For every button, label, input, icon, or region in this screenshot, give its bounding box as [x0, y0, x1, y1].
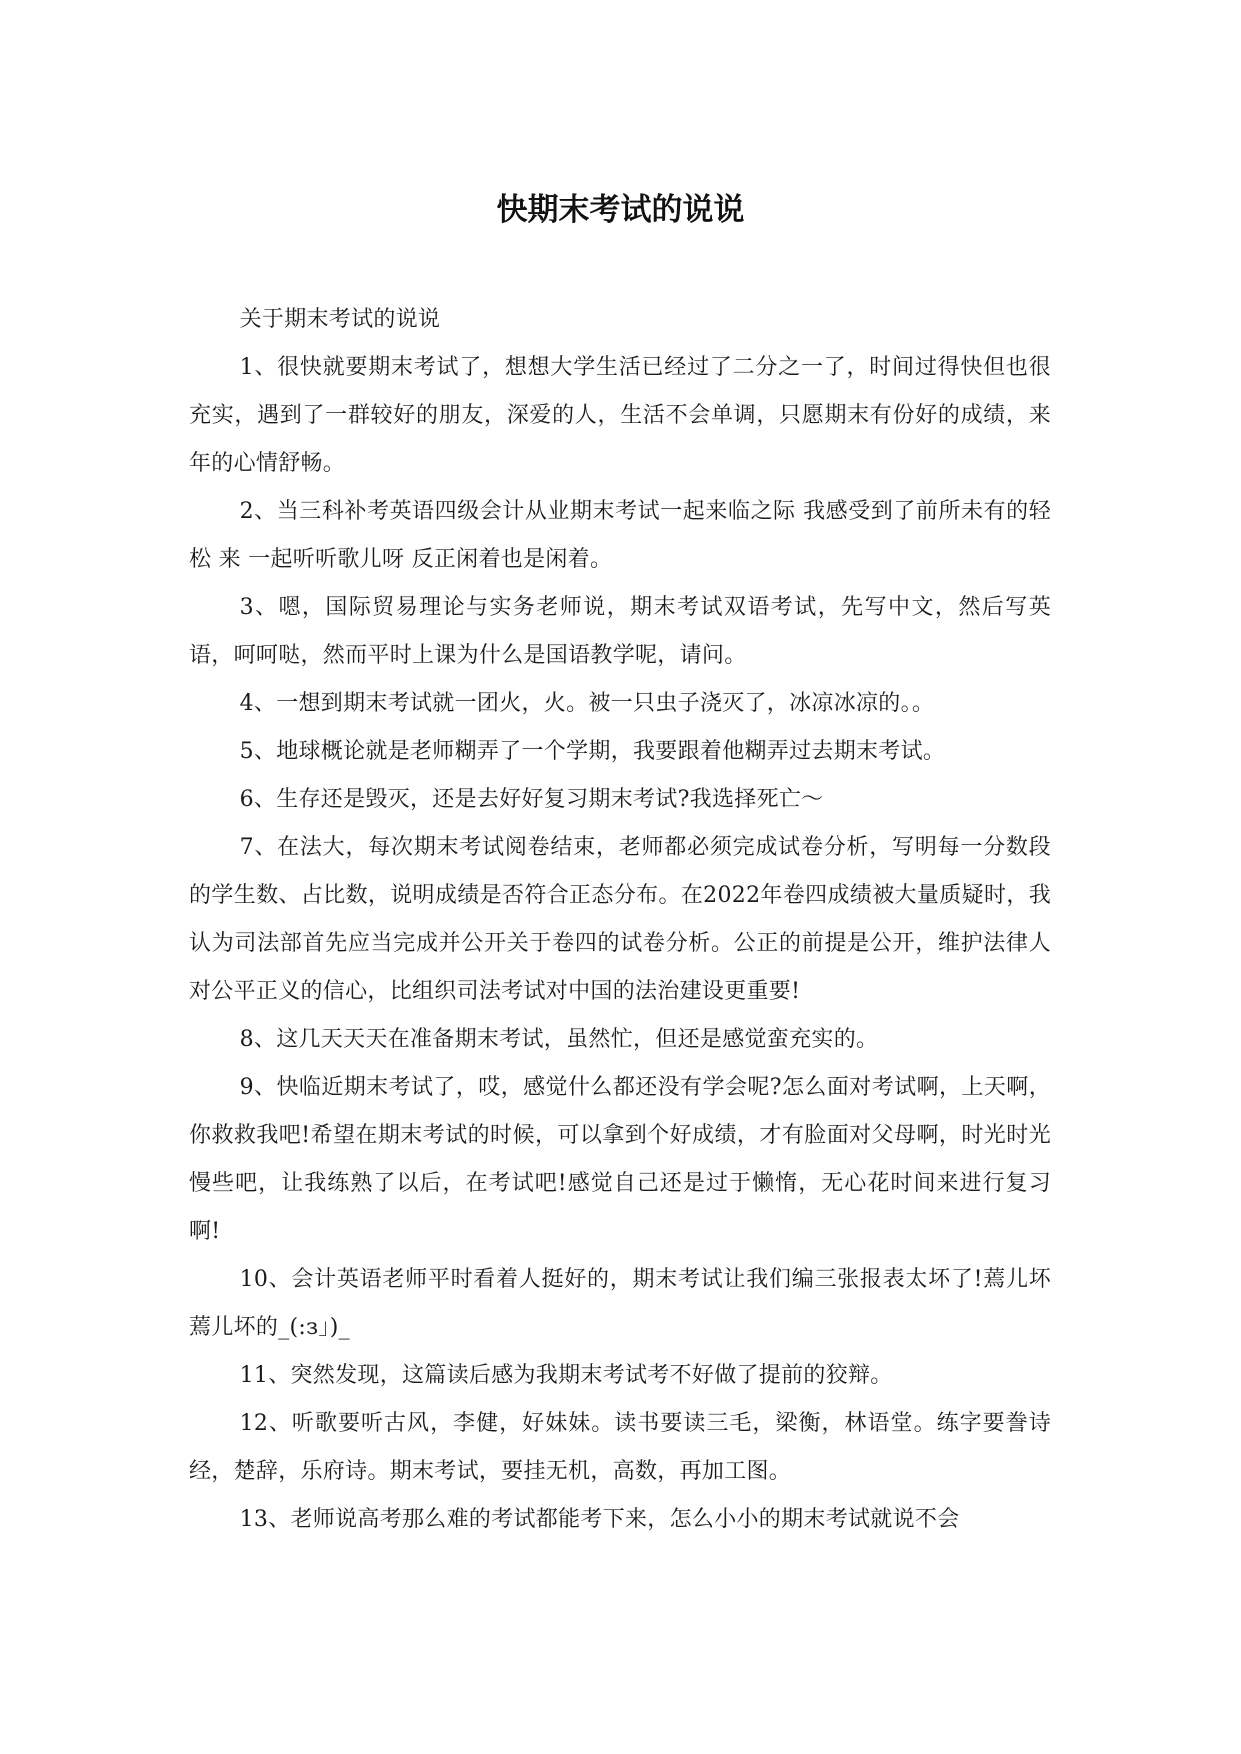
paragraph-item-6: 6、生存还是毁灭，还是去好好复习期末考试?我选择死亡～ — [239, 787, 824, 812]
paragraph-item-2: 2、当三科补考英语四级会计从业期末考试一起来临之际 我感受到了前所未有的轻松 来 一起听听歌儿呀 反正闲着也是闲着。 — [189, 499, 1051, 572]
paragraph-item-3: 3、嗯，国际贸易理论与实务老师说，期末考试双语考试，先写中文，然后写英语，呵呵哒，然而平时上课为什么是国语教学呢，请问。 — [189, 595, 1051, 668]
paragraph-item-1: 1、很快就要期末考试了，想想大学生活已经过了二分之一了，时间过得快但也很充实，遇到了一群较好的朋友，深爱的人，生活不会单调，只愿期末有份好的成绩，来年的心情舒畅。 — [189, 355, 1051, 476]
paragraph-item-10: 10、会计英语老师平时看着人挺好的，期末考试让我们编三张报表太坏了!蔫儿坏蔫儿坏的_(:з」)_ — [189, 1267, 1051, 1340]
paragraph-intro: 关于期末考试的说说 — [239, 307, 441, 332]
paragraph-item-9: 9、快临近期末考试了，哎，感觉什么都还没有学会呢?怎么面对考试啊，上天啊，你救救我吧!希望在期末考试的时候，可以拿到个好成绩，才有脸面对父母啊，时光时光慢些吧，让我练熟了以后，在考试吧!感觉自己还是过于懒惰，无心花时间来进行复习啊! — [189, 1075, 1051, 1244]
document-title: 快期末考试的说说 — [496, 192, 745, 228]
paragraph-item-4: 4、一想到期末考试就一团火，火。被一只虫子浇灭了，冰凉冰凉的。。 — [239, 691, 935, 716]
paragraph-item-8: 8、这几天天天在准备期末考试，虽然忙，但还是感觉蛮充实的。 — [239, 1027, 879, 1052]
paragraph-item-5: 5、地球概论就是老师糊弄了一个学期，我要跟着他糊弄过去期末考试。 — [239, 739, 946, 764]
paragraph-item-11: 11、突然发现，这篇读后感为我期末考试考不好做了提前的狡辩。 — [239, 1363, 893, 1388]
paragraph-item-13: 13、老师说高考那么难的考试都能考下来，怎么小小的期末考试就说不会 — [239, 1507, 960, 1532]
document-body — [189, 296, 1051, 1544]
paragraph-item-7: 7、在法大，每次期末考试阅卷结束，老师都必须完成试卷分析，写明每一分数段的学生数、占比数，说明成绩是否符合正态分布。在2022年卷四成绩被大量质疑时，我认为司法部首先应当完成并公开关于卷四的试卷分析。公正的前提是公开，维护法律人对公平正义的信心，比组织司法考试对中国的法治建设更重要! — [189, 835, 1051, 1004]
paragraph-item-12: 12、听歌要听古风，李健，好妹妹。读书要读三毛，梁衡，林语堂。练字要誊诗经，楚辞，乐府诗。期末考试，要挂无机，高数，再加工图。 — [189, 1411, 1051, 1484]
